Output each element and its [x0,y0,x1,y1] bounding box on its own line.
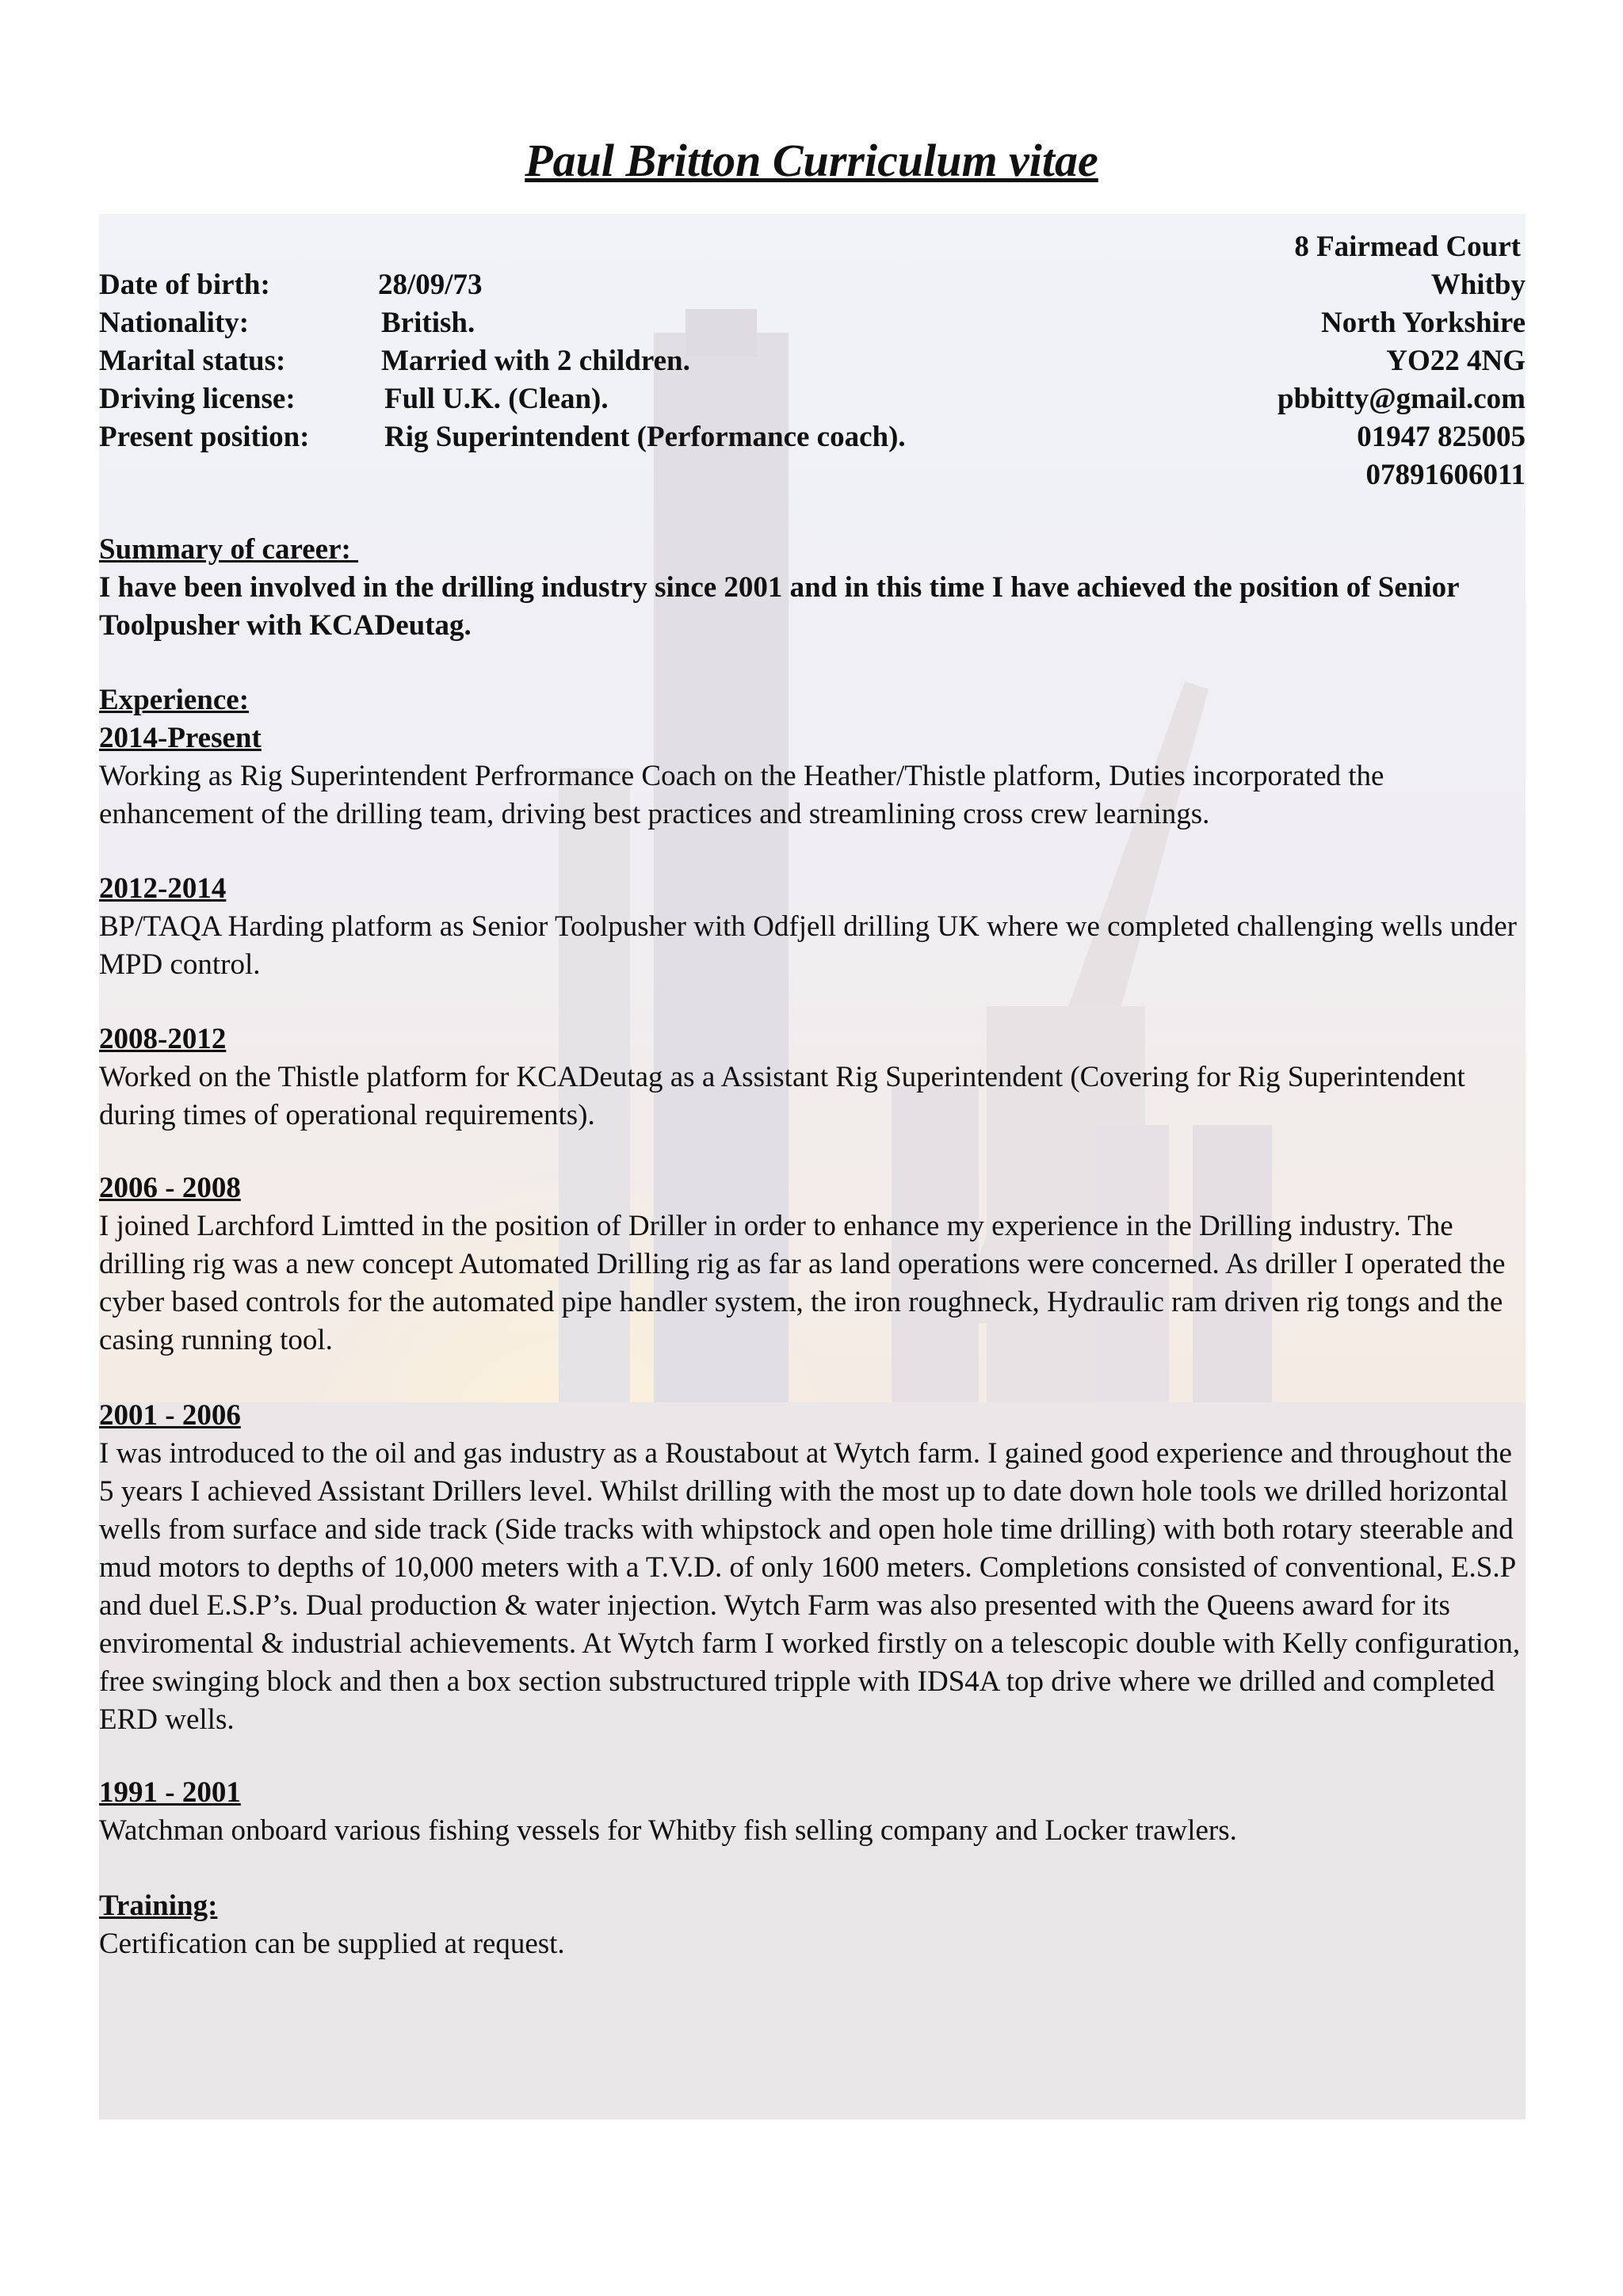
address-county: North Yorkshire [1321,307,1526,339]
experience-period: 2006 - 2008 [99,1172,241,1204]
summary-heading: Summary of career: [99,533,359,566]
experience-description: BP/TAQA Harding platform as Senior Toolpusher with Odfjell drilling UK where we completed challenging wells under MPD control. [99,910,1517,981]
nationality-label: Nationality: [99,307,250,339]
experience-period: 1991 - 2001 [99,1776,241,1809]
contact-phone: 01947 825005 [1357,421,1526,453]
experience-entry [99,1169,1526,1360]
position-value: Rig Superintendent (Performance coach). [384,421,906,453]
training-section [99,1887,1526,1963]
experience-entry [99,1774,1526,1850]
dob-value: 28/09/73 [378,269,483,301]
experience-heading: Experience: [99,684,250,716]
experience-section [99,681,1526,833]
experience-period: 2001 - 2006 [99,1399,241,1432]
address-street: 8 Fairmead Court [1294,231,1521,263]
position-label: Present position: [99,421,310,453]
nationality-value: British. [381,307,475,339]
marital-value: Married with 2 children. [381,345,690,377]
summary-text: I have been involved in the drilling industry since 2001 and in this time I have achieved the position of Senior Toolpusher with KCADeutag. [99,571,1459,642]
address-postcode: YO22 4NG [1386,345,1526,377]
driving-value: Full U.K. (Clean). [384,383,609,415]
experience-period: 2014-Present [99,722,262,754]
training-heading: Training: [99,1890,218,1922]
experience-description: I was introduced to the oil and gas industry as a Roustabout at Wytch farm. I gained good experience and throughout the 5 years I achieved Assistant Drillers level. Whilst drilling with the most up to date down hole tools we drilled horizontal wells from surface and side track (Side tracks with whipstock and open hole time drilling) with both rotary steerable and mud motors to depths of 10,000 meters with a T.V.D. of only 1600 meters. Completions consisted of conventional, E.S.P and duel E.S.P’s. Dual production & water injection. Wytch Farm was also presented with the Queens award for its enviromental & industrial achievements. At Wytch farm I worked firstly on a telescopic double with Kelly configuration, free swinging block and then a box section substructured tripple with IDS4A top drive where we drilled and completed ERD wells. [99,1437,1521,1736]
experience-period: 2012-2014 [99,872,227,905]
contact-email: pbbitty@gmail.com [1277,383,1526,415]
experience-entry [99,1397,1526,1739]
experience-entry [99,1020,1526,1135]
summary-section [99,531,1526,645]
experience-period: 2008-2012 [99,1023,227,1055]
driving-label: Driving license: [99,383,296,415]
experience-description: Working as Rig Superintendent Perfrormance Coach on the Heather/Thistle platform, Duties incorporated the enhancement of the drilling team, driving best practices and streamlining cross crew learnings. [99,760,1384,830]
experience-description: Watchman onboard various fishing vessels for Whitby fish selling company and Locker trawlers. [99,1814,1237,1847]
page-title: Paul Britton Curriculum vitae [525,135,1098,186]
marital-label: Marital status: [99,345,286,377]
address-town: Whitby [1430,269,1526,301]
experience-entry [99,870,1526,984]
training-text: Certification can be supplied at request. [99,1928,565,1960]
experience-description: Worked on the Thistle platform for KCADeutag as a Assistant Rig Superintendent (Covering for Rig Superintendent during times of operational requirements). [99,1061,1465,1131]
dob-label: Date of birth: [99,269,270,301]
contact-mobile: 07891606011 [1365,459,1526,491]
experience-description: I joined Larchford Limtted in the position of Driller in order to enhance my experience in the Drilling industry. The drilling rig was a new concept Automated Drilling rig as far as land operations were concerned. As driller I operated the cyber based controls for the automated pipe handler system, the iron roughneck, Hydraulic ram driven rig tongs and the casing running tool. [99,1210,1506,1356]
